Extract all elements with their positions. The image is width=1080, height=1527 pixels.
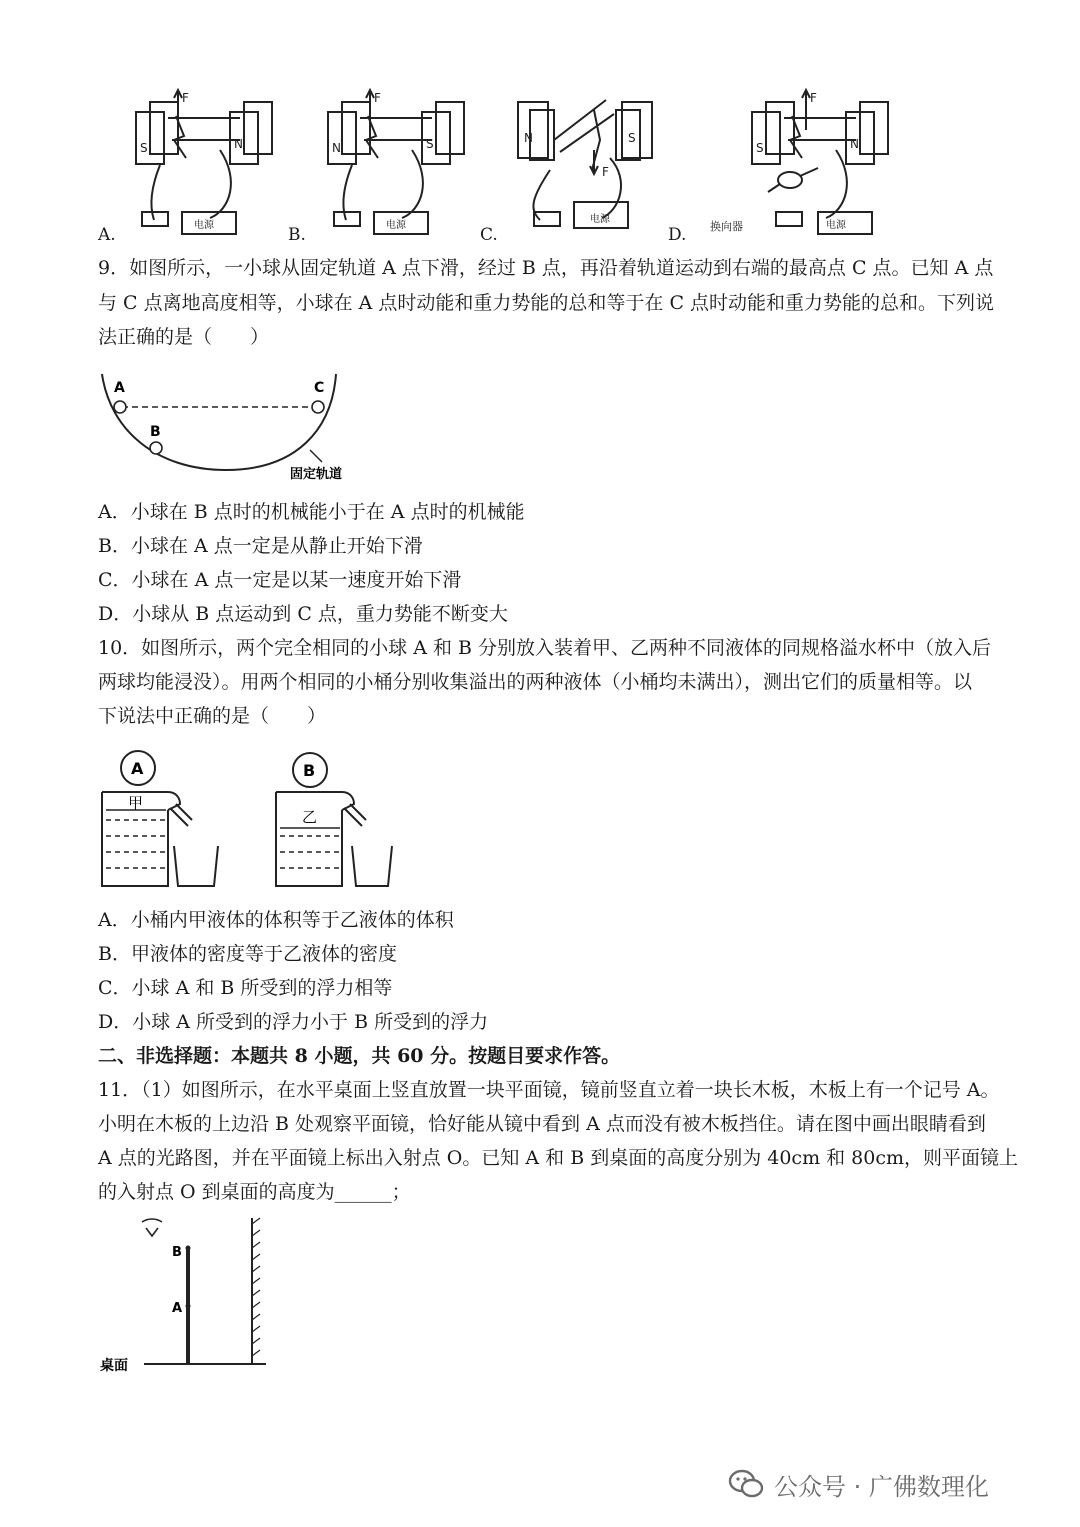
q8-n-label-a: N [234, 137, 243, 151]
q8-n-label-b: N [332, 141, 341, 155]
q9-option-d: D．小球从 B 点运动到 C 点，重力势能不断变大 [98, 603, 508, 625]
q8-power-label-c: 电源 [590, 214, 610, 225]
q10-stem-line2: 两球均能浸没）。用两个相同的小桶分别收集溢出的两种液体（小桶均未满出），测出它们的质量相等。以 [98, 671, 973, 693]
q8-figure-a [136, 90, 272, 234]
q9-stem-line3: 法正确的是（ ） [98, 326, 270, 348]
q8-s-label-b: S [426, 137, 434, 151]
q8-s-label-c: S [628, 131, 636, 145]
q11-stem-line2: 小明在木板的上边沿 B 处观察平面镜，恰好能从镜中看到 A 点而没有被木板挡住。请在图中画出眼睛看到 [98, 1113, 986, 1135]
wechat-icon [728, 1468, 764, 1500]
q11-desk-label: 桌面 [100, 1358, 128, 1374]
q8-option-c: C. [480, 225, 498, 245]
q9-point-b: B [150, 424, 161, 440]
q8-figure-c [518, 100, 652, 228]
q8-force-label-b: F [374, 91, 381, 105]
q9-option-c: C．小球在 A 点一定是以某一速度开始下滑 [98, 569, 462, 591]
q10-liquid-a: 甲 [128, 794, 144, 812]
q8-force-label-a: F [182, 91, 189, 105]
q8-force-label-c: F [602, 165, 609, 179]
q9-option-a: A．小球在 B 点时的机械能小于在 A 点时的机械能 [98, 501, 525, 523]
watermark-text: 公众号 · 广佛数理化 [774, 1472, 989, 1501]
q8-s-label-d: S [756, 141, 764, 155]
q8-force-label-d: F [810, 91, 817, 105]
q9-track-label: 固定轨道 [290, 467, 343, 482]
eye-icon [142, 1219, 162, 1236]
q10-option-d: D．小球 A 所受到的浮力小于 B 所受到的浮力 [98, 1011, 489, 1033]
q8-s-label-a: S [140, 141, 148, 155]
q10-option-c: C．小球 A 和 B 所受到的浮力相等 [98, 977, 393, 999]
q8-power-label-b: 电源 [386, 220, 406, 231]
q8-power-label-a: 电源 [194, 220, 214, 231]
q9-track-figure [96, 370, 356, 485]
q10-stem-line1: 10．如图所示，两个完全相同的小球 A 和 B 分别放入装着甲、乙两种不同液体的同规格溢水杯中（放入后 [98, 637, 992, 659]
q8-option-b: B. [288, 225, 306, 245]
q10-stem-line3: 下说法中正确的是（ ） [98, 705, 327, 727]
q9-point-c: C [314, 380, 325, 396]
q8-figures [90, 80, 990, 250]
q10-liquid-b: 乙 [302, 808, 318, 826]
q11-point-b: B [172, 1245, 182, 1260]
q11-stem-line4: 的入射点 O 到桌面的高度为______； [98, 1181, 411, 1203]
q8-option-d: D. [668, 225, 687, 245]
q11-stem-line3: A 点的光路图，并在平面镜上标出入射点 O。已知 A 和 B 到桌面的高度分别为 40cm 和 80cm，则平面镜上 [98, 1147, 1019, 1169]
q11-point-a: A [172, 1301, 183, 1316]
q9-stem-line2: 与 C 点离地高度相等，小球在 A 点时动能和重力势能的总和等于在 C 点时动能和重力势能的总和。下列说 [98, 292, 995, 314]
q10-option-a: A．小桶内甲液体的体积等于乙液体的体积 [98, 909, 454, 931]
q10-ball-a: A [131, 759, 144, 778]
wechat-watermark [728, 1464, 989, 1504]
q10-overflow-cups-figure [96, 748, 406, 893]
q8-n-label-d: N [850, 137, 859, 151]
q8-figure-b [328, 90, 464, 234]
q9-stem-line1: 9．如图所示，一小球从固定轨道 A 点下滑，经过 B 点，再沿着轨道运动到右端的最高点 C 点。已知 A 点 [98, 257, 994, 279]
q8-power-label-d: 电源 [826, 220, 846, 231]
q8-n-label-c: N [524, 131, 533, 145]
q11-mirror-figure [96, 1214, 276, 1379]
q8-figure-d [752, 90, 888, 234]
q9-option-b: B．小球在 A 点一定是从静止开始下滑 [98, 535, 423, 557]
q11-stem-line1: 11．（1）如图所示，在水平桌面上竖直放置一块平面镜，镜前竖直立着一块长木板，木板上有一个记号 A。 [98, 1079, 1000, 1101]
q8-option-a: A. [98, 225, 116, 245]
q9-point-a: A [114, 380, 125, 396]
q10-option-b: B．甲液体的密度等于乙液体的密度 [98, 943, 397, 965]
q8-commutator-label: 换向器 [710, 220, 743, 233]
q10-ball-b: B [303, 761, 316, 780]
section-2-heading: 二、非选择题：本题共 8 小题，共 60 分。按题目要求作答。 [98, 1045, 621, 1067]
